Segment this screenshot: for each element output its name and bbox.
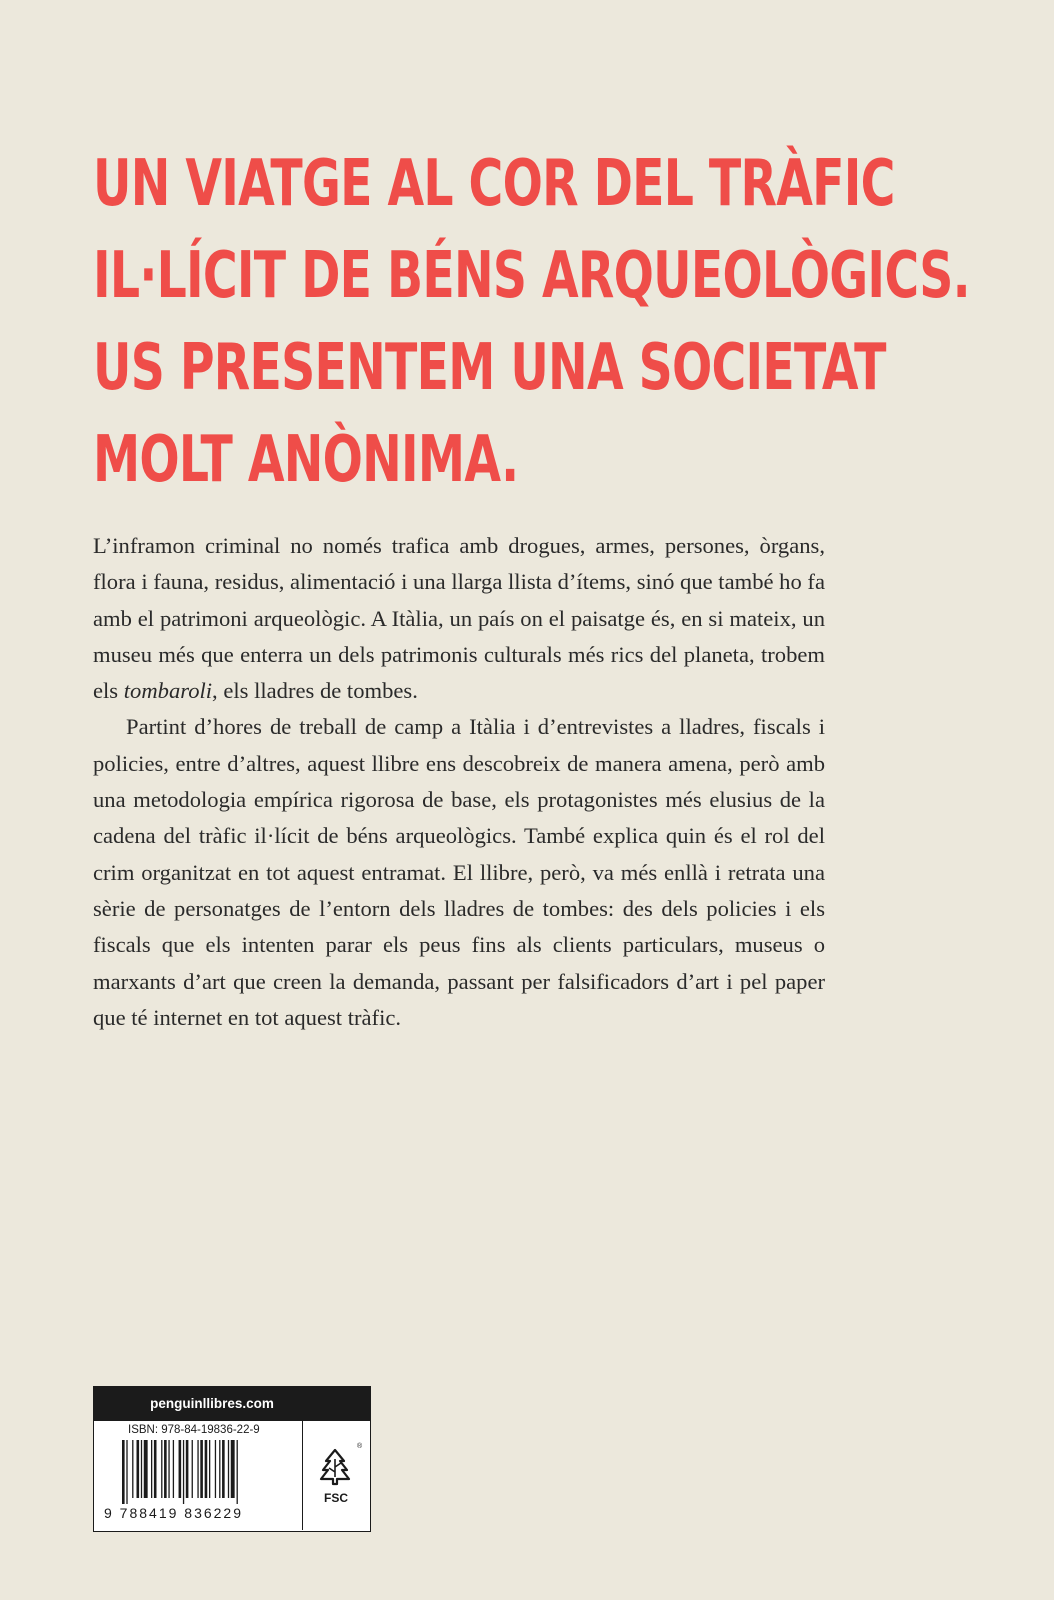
barcode-icon: [122, 1440, 272, 1504]
barcode-label: [93, 1386, 371, 1532]
registered-mark: ®: [357, 1443, 363, 1450]
headline-line-1: UN VIATGE AL COR DEL TRÀFIC: [93, 147, 895, 221]
isbn-number: ISBN: 978-84-19836-22-9: [128, 1424, 260, 1436]
barcode-digits: 9 788419 836229: [104, 1505, 243, 1521]
headline: [93, 138, 970, 506]
fsc-label: FSC: [324, 1491, 348, 1505]
blurb-paragraph-2: Partint d’hores de treball de camp a Itàlia i d’entrevistes a lladres, fiscals i policies, entre d’altres, aquest llibre ens descobreix de manera amena, però amb una metodologia empírica rigorosa de base, els protagonistes més elusius de la cadena del tràfic il·lícit de béns arqueològics. També explica quin és el rol del crim organitzat en tot aquest entramat. El llibre, però, va més enllà i retrata una sèrie de personatges de l’entorn dels lladres de tombes: des dels policies i els fiscals que els intenten parar els peus fins als clients particulars, museus o marxants d’art que creen la demanda, passant per falsificadors d’art i pel paper que té internet en tot aquest tràfic.: [93, 714, 825, 1030]
publisher-website-bar: [94, 1387, 370, 1421]
headline-line-4: MOLT ANÒNIMA.: [93, 423, 519, 497]
blurb-paragraph-1: [93, 528, 825, 709]
blurb-paragraph-1-text: L’inframon criminal no només trafica amb drogues, armes, persones, òrgans, flora i fauna, residus, alimentació i una llarga llista d’ítems, sinó que també ho fa amb el patrimoni arqueològic. A Itàlia, un país on el paisatge és, en si mateix, un museu més que enterra un dels patrimonis culturals més rics del planeta, trobem els: [93, 533, 825, 704]
blurb-paragraph-1-end: , els lladres de tombes.: [212, 678, 418, 704]
publisher-website: penguinllibres.com: [150, 1396, 274, 1411]
fsc-panel: [303, 1421, 369, 1530]
fsc-tree-icon: [315, 1447, 355, 1487]
headline-line-2: IL·LÍCIT DE BÉNS ARQUEOLÒGICS.: [93, 239, 970, 313]
headline-line-3: US PRESENTEM UNA SOCIETAT: [93, 331, 886, 405]
blurb-italic-term: tombaroli: [123, 678, 213, 704]
blurb: [93, 528, 825, 1036]
isbn-panel: [94, 1421, 303, 1530]
